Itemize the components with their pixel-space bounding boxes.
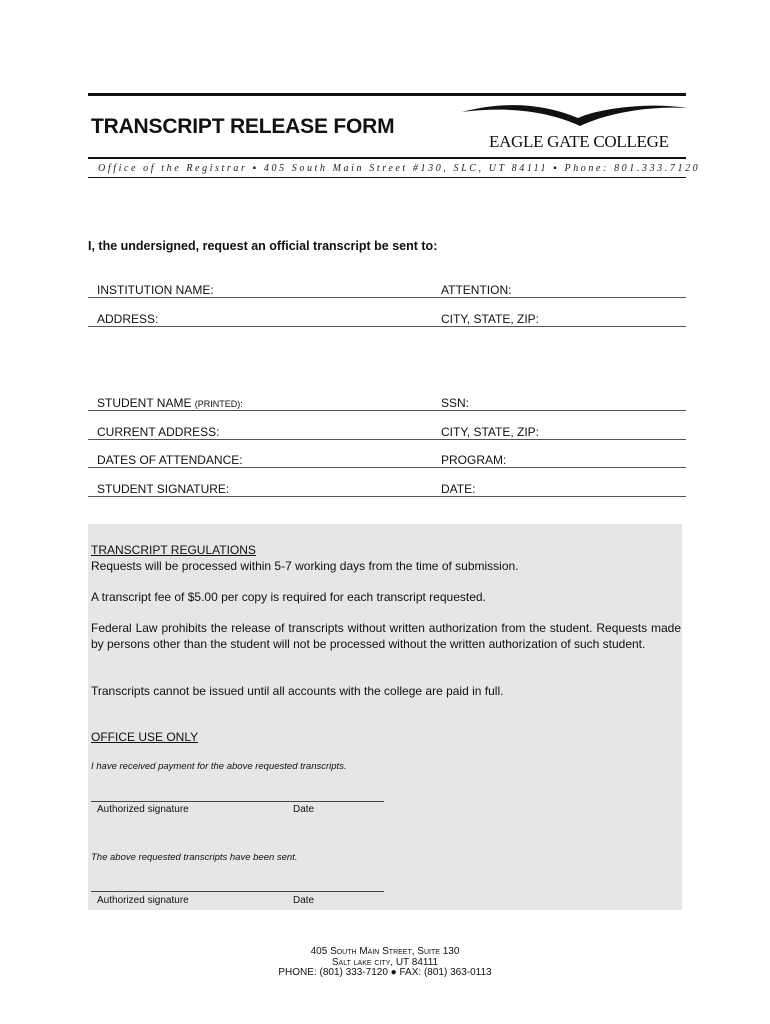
regulation-federal-law: Federal Law prohibits the release of transcripts without written authorization from the student. Requests made by persons other than the student will not be processed without the written authorization of such student. <box>91 621 681 651</box>
transcripts-sent-note: The above requested transcripts have been sent. <box>91 852 298 863</box>
authorized-signature-line-2[interactable] <box>91 891 384 892</box>
city-state-zip-label: CITY, STATE, ZIP: <box>441 312 540 326</box>
footer-city: Salt lake city, UT 84111 <box>331 957 439 968</box>
current-address-field-line[interactable] <box>88 439 686 440</box>
request-heading: I, the undersigned, request an official transcript be sent to: <box>88 239 438 253</box>
student-signature-label: STUDENT SIGNATURE: <box>97 482 230 496</box>
regulation-accounts-paid: Transcripts cannot be issued until all accounts with the college are paid in full. <box>91 684 504 698</box>
header-rule <box>88 157 686 159</box>
institution-field-line[interactable] <box>88 297 686 298</box>
institution-name-label: INSTITUTION NAME: <box>97 283 214 297</box>
student-name-field-line[interactable] <box>88 410 686 411</box>
attendance-field-line[interactable] <box>88 467 686 468</box>
address-label: ADDRESS: <box>97 312 159 326</box>
student-name-label: STUDENT NAME (PRINTED): <box>97 396 243 410</box>
attention-label: ATTENTION: <box>441 283 512 297</box>
payment-received-note: I have received payment for the above requested transcripts. <box>91 761 347 772</box>
office-use-title: OFFICE USE ONLY <box>91 730 199 744</box>
address-field-line[interactable] <box>88 326 686 327</box>
current-address-label: CURRENT ADDRESS: <box>97 425 220 439</box>
city-state-zip-label-2: CITY, STATE, ZIP: <box>441 425 540 439</box>
authorized-signature-label-1: Authorized signature <box>97 804 189 815</box>
regulations-title: TRANSCRIPT REGULATIONS <box>91 543 256 557</box>
header-sub-rule <box>88 177 686 178</box>
authorized-signature-label-2: Authorized signature <box>97 895 189 906</box>
dates-of-attendance-label: DATES OF ATTENDANCE: <box>97 453 243 467</box>
date-label-office-1: Date <box>293 804 315 815</box>
college-logo-text: EAGLE GATE COLLEGE <box>489 132 669 151</box>
signature-field-line[interactable] <box>88 496 686 497</box>
regulation-fee: A transcript fee of $5.00 per copy is required for each transcript requested. <box>91 590 486 604</box>
program-label: PROGRAM: <box>441 453 507 467</box>
footer-street: 405 South Main Street, Suite 130 <box>310 946 460 957</box>
footer-contact: PHONE: (801) 333-7120 ● FAX: (801) 363-0113 <box>278 967 492 978</box>
printed-note: (PRINTED): <box>194 399 243 409</box>
regulation-processing-time: Requests will be processed within 5-7 working days from the time of submission. <box>91 559 519 573</box>
authorized-signature-line-1[interactable] <box>91 801 384 802</box>
date-label: DATE: <box>441 482 476 496</box>
date-label-office-2: Date <box>293 895 315 906</box>
registrar-address-line: Office of the Registrar ▪ 405 South Main Street #130, SLC, UT 84111 ▪ Phone: 801.333.7120 <box>98 163 701 174</box>
form-title: TRANSCRIPT RELEASE FORM <box>91 115 395 138</box>
ssn-label: SSN: <box>441 396 470 410</box>
header-top-rule <box>88 93 686 96</box>
